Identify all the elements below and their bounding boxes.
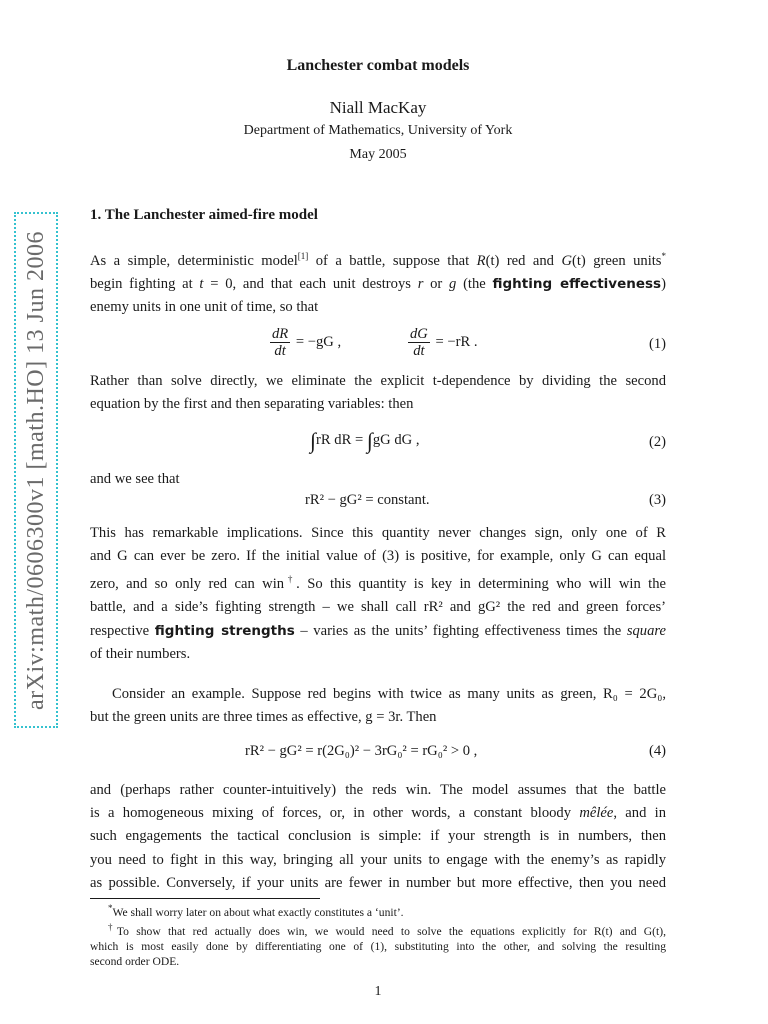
para6-line5: as possible. Conversely, if your units are fewer in number but more effective, then you need xyxy=(90,874,666,891)
para6-line2: is a homogeneous mixing of forces, or, in other words, a constant bloody mêlée, and in xyxy=(90,805,667,822)
equation-number-4: (4) xyxy=(648,743,666,759)
footnote-2-line2: which is most easily done by differentiating one of (1), substituting into the other, and solving the resulting xyxy=(90,939,666,953)
term-fighting-effectiveness: fighting effectiveness xyxy=(492,276,662,293)
para4-line2: and G can ever be zero. If the initial value of (3) is positive, for example, only G can equal xyxy=(90,548,666,565)
para3-line1: and we see that xyxy=(90,471,180,487)
para1-line3: enemy units in one unit of time, so that xyxy=(90,299,319,316)
page-number: 1 xyxy=(374,984,382,999)
footnotes xyxy=(90,901,666,969)
eq1-rhs-fraction: $\frac{dG}{dt}$ xyxy=(410,326,428,359)
equation-number-3: (3) xyxy=(648,492,666,508)
equation-4 xyxy=(90,743,666,765)
paragraph-3 xyxy=(90,468,666,491)
equation-number-2: (2) xyxy=(648,434,666,450)
para4-line4: battle, and a side’s fighting strength – we shall call rR² and gG² the red and green forces’ xyxy=(90,599,666,616)
footnote-rule xyxy=(90,898,320,899)
para2-line2: equation by the first and then separating variables: then xyxy=(90,396,414,413)
paragraph-6 xyxy=(90,779,666,895)
paragraph-2 xyxy=(90,370,666,416)
footnote-1: *We shall worry later on about what exactly constitutes a ‘unit’. xyxy=(108,903,404,919)
author-name: Niall MacKay xyxy=(329,98,427,117)
footnote-mark-dagger[interactable]: † xyxy=(284,574,297,585)
term-fighting-strengths: fighting strengths xyxy=(154,622,295,639)
equation-2: ∫rR dR = ∫gG dG , (2) xyxy=(310,428,666,453)
para4-line5: respective fighting strengths – varies as the units’ fighting effectiveness times the square xyxy=(90,622,666,639)
para1-line1: As a simple, deterministic model[1] of a battle, suppose that R(t) red and G(t) green units* xyxy=(90,251,666,269)
arxiv-stamp xyxy=(14,212,58,728)
paper-date: May 2005 xyxy=(349,147,407,162)
equation-1: $\frac{dR}{dt}$ = −gG , $\frac{dG}{dt}$ = −rR . (1) xyxy=(272,326,666,359)
para4-line1: This has remarkable implications. Since this quantity never changes sign, only one of R xyxy=(90,525,666,541)
para4-line3: zero, and so only red can win†. So this quantity is key in determining who will win the xyxy=(90,574,667,593)
citation-ref[interactable]: [1] xyxy=(297,251,309,261)
paragraph-4 xyxy=(90,522,666,666)
equation-3 xyxy=(90,492,666,514)
para6-line4: you need to fight in this way, bringing all your units to engage with the enemy’s as rapidly xyxy=(90,851,666,868)
eq1-lhs-fraction: $\frac{dR}{dt}$ xyxy=(272,326,289,359)
paragraph-5 xyxy=(90,683,666,729)
para6-line1: and (perhaps rather counter-intuitively) the reds win. The model assumes that the battle xyxy=(90,782,666,798)
para5-line2: but the green units are three times as effective, g = 3r. Then xyxy=(90,709,437,726)
para6-line3: such engagements the tactical conclusion is simple: if your strength is in numbers, then xyxy=(90,828,666,845)
para2-line1: Rather than solve directly, we eliminate the explicit t-dependence by dividing the second xyxy=(90,373,666,389)
footnote-2-line3: second order ODE. xyxy=(90,954,180,968)
section-heading: 1. The Lanchester aimed-fire model xyxy=(90,207,318,223)
footnote-mark-star[interactable]: * xyxy=(661,251,666,261)
equation-number-1: (1) xyxy=(648,336,666,352)
para5-line1: Consider an example. Suppose red begins with twice as many units as green, R₀ = 2G₀, xyxy=(112,686,666,702)
arxiv-stamp-text: arXiv:math/0606300v1 [math.HO] 13 Jun 2006 xyxy=(22,230,49,710)
para4-line6: of their numbers. xyxy=(90,645,191,662)
paper-title: Lanchester combat models xyxy=(286,57,470,74)
eq3-text: rR² − gG² = constant. xyxy=(305,492,430,508)
footnote-2-line1: †To show that red actually does win, we would need to solve the equations explicitly for R(t) and G(t), xyxy=(108,921,667,938)
para1-line2: begin fighting at t = 0, and that each unit destroys r or g (the fighting effectiveness) xyxy=(90,276,666,293)
eq4-text: rR² − gG² = r(2G₀)² − 3rG₀² = rG₀² > 0 , xyxy=(245,743,478,759)
paragraph-1 xyxy=(90,245,666,319)
affiliation: Department of Mathematics, University of York xyxy=(243,123,513,138)
